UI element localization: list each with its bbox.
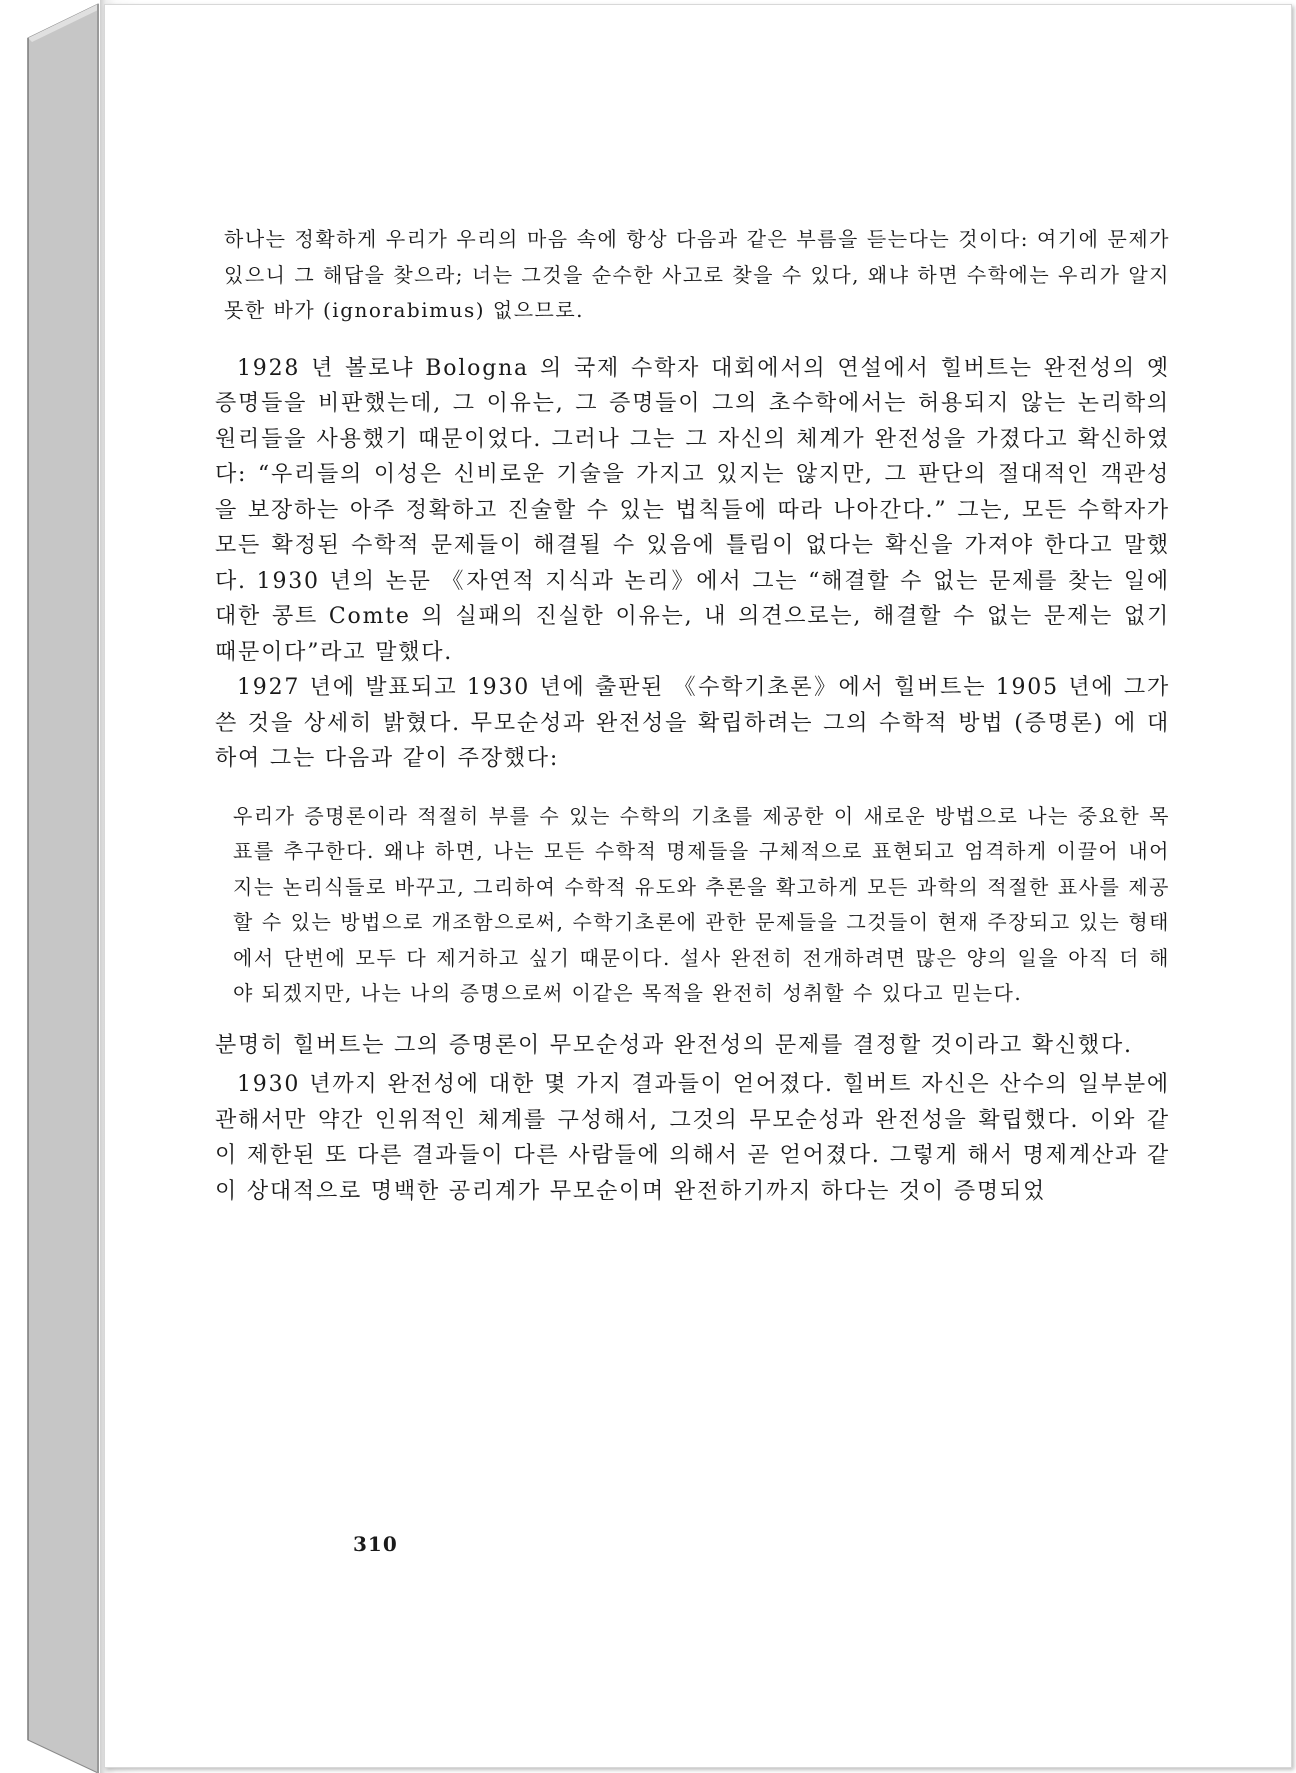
block-quote-2: 우리가 증명론이라 적절히 부를 수 있는 수학의 기초를 제공한 이 새로운 방법으로 나는 중요한 목표를 추구한다. 왜냐 하면, 나는 모든 수학적 명제들을 구체적으로 표현되고 엄격하게 이끌어 내어지는 논리식들로 바꾸고, 그리하여 수학적 유도와 추론을 확고하게 모든 과학의 적절한 표사를 제공할 수 있는 방법으로 개조함으로써, 수학기초론에 관한 문제들을 그것들이 현재 주장되고 있는 형태에서 단번에 모두 다 제거하고 싶기 때문이다. 설사 완전히 전개하려면 많은 양의 일을 아직 더 해야 되겠지만, 나는 나의 증명으로써 이같은 목적을 완전히 성취할 수 있다고 믿는다.: [233, 803, 1170, 1005]
block-quote-1: 하나는 정확하게 우리가 우리의 마음 속에 항상 다음과 같은 부름을 듣는다는 것이다: 여기에 문제가 있으니 그 해답을 찾으라; 너는 그것을 순수한 사고로 찾을 수 있다, 왜냐 하면 수학에는 우리가 알지 못한 바가 (ignorabimus) 없으므로.: [224, 227, 1170, 322]
paragraph-2: 1927 년에 발표되고 1930 년에 출판된 《수학기초론》에서 힐버트는 1905 년에 그가 쓴 것을 상세히 밝혔다. 무모순성과 완전성을 확립하려는 그의 수학적 방법 (증명론) 에 대하여 그는 다음과 같이 주장했다:: [215, 675, 1170, 771]
book-spine: [0, 0, 110, 1773]
page-content: [215, 222, 1170, 1209]
page-number: 310: [353, 1532, 398, 1556]
paragraph-1: 1928 년 볼로냐 Bologna 의 국제 수학자 대회에서의 연설에서 힐버트는 완전성의 옛 증명들을 비판했는데, 그 이유는, 그 증명들이 그의 초수학에서는 허용되지 않는 논리학의 원리들을 사용했기 때문이었다. 그러나 그는 그 자신의 체계가 완전성을 가졌다고 확신하였다: “우리들의 이성은 신비로운 기술을 가지고 있지는 않지만, 그 판단의 절대적인 객관성을 보장하는 아주 정확하고 진술할 수 있는 법칙들에 따라 나아간다.” 그는, 모든 수학자가 모든 확정된 수학적 문제들이 해결될 수 있음에 틀림이 없다는 확신을 가져야 한다고 말했다. 1930 년의 논문 《자연적 지식과 논리》에서 그는 “해결할 수 없는 문제를 찾는 일에 대한 콩트 Comte 의 실패의 진실한 이유는, 내 의견으로는, 해결할 수 없는 문제는 없기 때문이다”라고 말했다.: [215, 355, 1170, 665]
paragraph-4: 1930 년까지 완전성에 대한 몇 가지 결과들이 얻어졌다. 힐버트 자신은 산수의 일부분에 관해서만 약간 인위적인 체계를 구성해서, 그것의 무모순성과 완전성을 확립했다. 이와 같이 제한된 또 다른 결과들이 다른 사람들에 의해서 곧 얻어졌다. 그렇게 해서 명제계산과 같이 상대적으로 명백한 공리계가 무모순이며 완전하기까지 하다는 것이 증명되었: [215, 1072, 1170, 1204]
paragraph-3: 분명히 힐버트는 그의 증명론이 무모순성과 완전성의 문제를 결정할 것이라고 확신했다.: [215, 1032, 1133, 1058]
